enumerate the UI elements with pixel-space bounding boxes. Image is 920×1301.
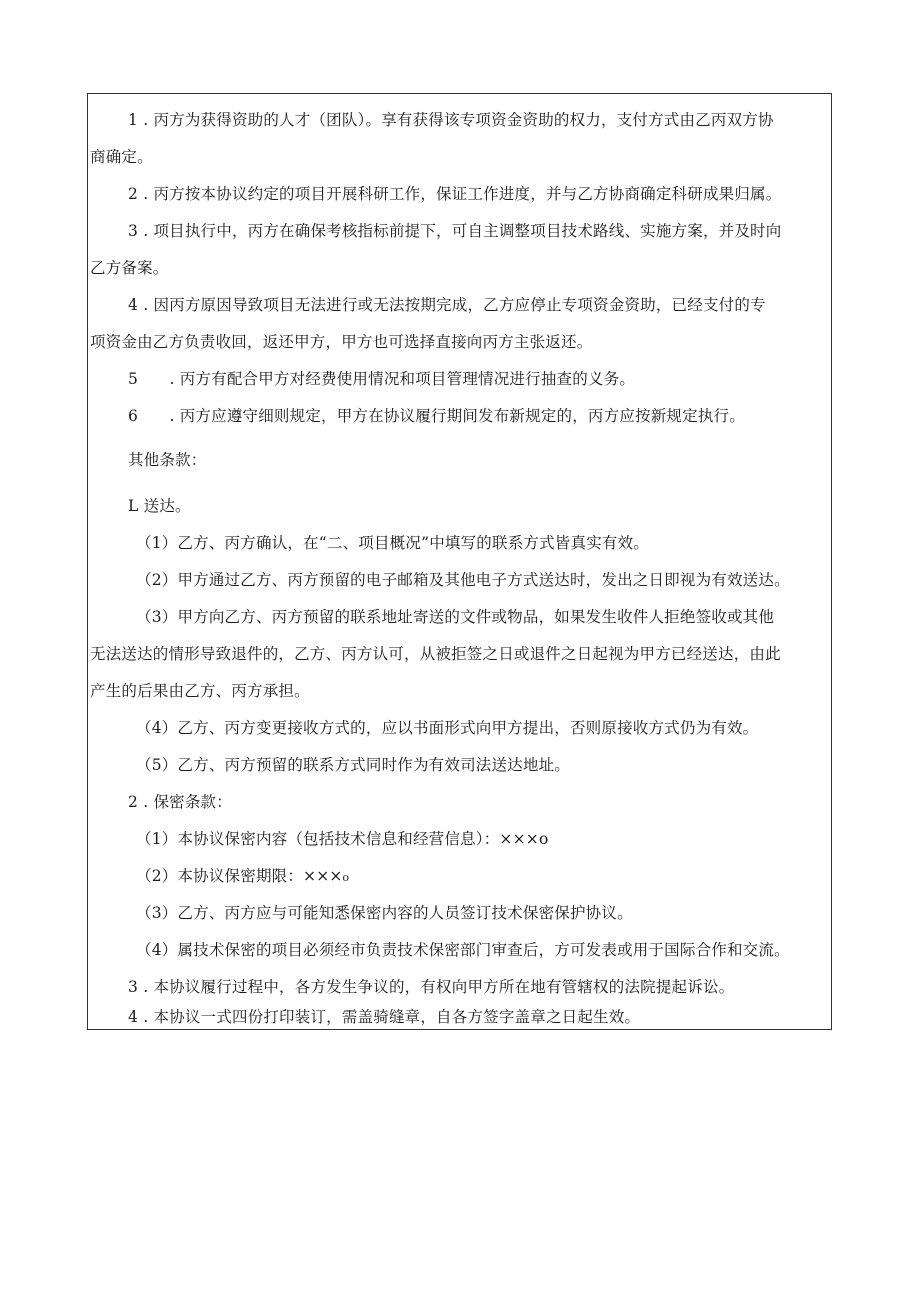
delivery-item-4: （4）乙方、丙方变更接收方式的，应以书面形式向甲方提出，否则原接收方式仍为有效。 xyxy=(136,719,759,737)
delivery-item-3-line-2: 无法送达的情形导致退件的，乙方、丙方认可，从被拒签之日或退件之日起视为甲方已经送达，由此 xyxy=(90,645,781,663)
confidentiality-item-2: （2）本协议保密期限：×××₀ xyxy=(136,867,350,885)
clause-dispute: 3 . 本协议履行过程中，各方发生争议的，有权向甲方所在地有管辖权的法院提起诉讼。 xyxy=(128,978,735,996)
clause-line-9: 6 . 丙方应遵守细则规定，甲方在协议履行期间发布新规定的，丙方应按新规定执行。 xyxy=(128,407,745,425)
clause-line-4: 3 . 项目执行中，丙方在确保考核指标前提下，可自主调整项目技术路线、实施方案，并及时向 xyxy=(128,222,782,240)
confidentiality-item-3: （3）乙方、丙方应与可能知悉保密内容的人员签订技术保密保护协议。 xyxy=(136,904,633,922)
clause-line-5: 乙方备案。 xyxy=(90,259,169,277)
delivery-item-2: （2）甲方通过乙方、丙方预留的电子邮箱及其他电子方式送达时，发出之日即视为有效送达。 xyxy=(136,571,790,589)
clause-line-8: 5 . 丙方有配合甲方对经费使用情况和项目管理情况进行抽查的义务。 xyxy=(128,370,636,388)
clause-line-1: 1 . 丙方为获得资助的人才（团队）。享有获得该专项资金资助的权力，支付方式由乙丙双方协 xyxy=(128,111,774,129)
section-heading-confidentiality: 2 . 保密条款： xyxy=(128,793,232,811)
clause-line-3: 2 . 丙方按本协议约定的项目开展科研工作，保证工作进度，并与乙方协商确定科研成果归属。 xyxy=(128,185,782,203)
confidentiality-item-1: （1）本协议保密内容（包括技术信息和经营信息）：×××o xyxy=(136,830,549,848)
clause-line-2: 商确定。 xyxy=(90,148,153,166)
delivery-item-5: （5）乙方、丙方预留的联系方式同时作为有效司法送达地址。 xyxy=(136,756,570,774)
clause-copies: 4 . 本协议一式四份打印装订，需盖骑缝章，自各方签字盖章之日起生效。 xyxy=(128,1008,641,1026)
delivery-item-3-line-1: （3）甲方向乙方、丙方预留的联系地址寄送的文件或物品，如果发生收件人拒绝签收或其他 xyxy=(136,608,775,626)
delivery-item-1: （1）乙方、丙方确认，在“二、项目概况”中填写的联系方式皆真实有效。 xyxy=(136,534,650,552)
confidentiality-item-4: （4）属技术保密的项目必须经市负责技术保密部门审查后，方可发表或用于国际合作和交流。 xyxy=(136,941,790,959)
delivery-item-3-line-3: 产生的后果由乙方、丙方承担。 xyxy=(90,682,310,700)
section-heading-other-terms: 其他条款： xyxy=(128,451,207,469)
clause-line-7: 项资金由乙方负责收回，返还甲方，甲方也可选择直接向丙方主张返还。 xyxy=(90,333,593,351)
clause-line-6: 4 . 因丙方原因导致项目无法进行或无法按期完成，乙方应停止专项资金资助，已经支付的专 xyxy=(128,296,766,314)
section-heading-delivery: L 送达。 xyxy=(128,497,191,515)
document-frame xyxy=(87,93,832,1030)
